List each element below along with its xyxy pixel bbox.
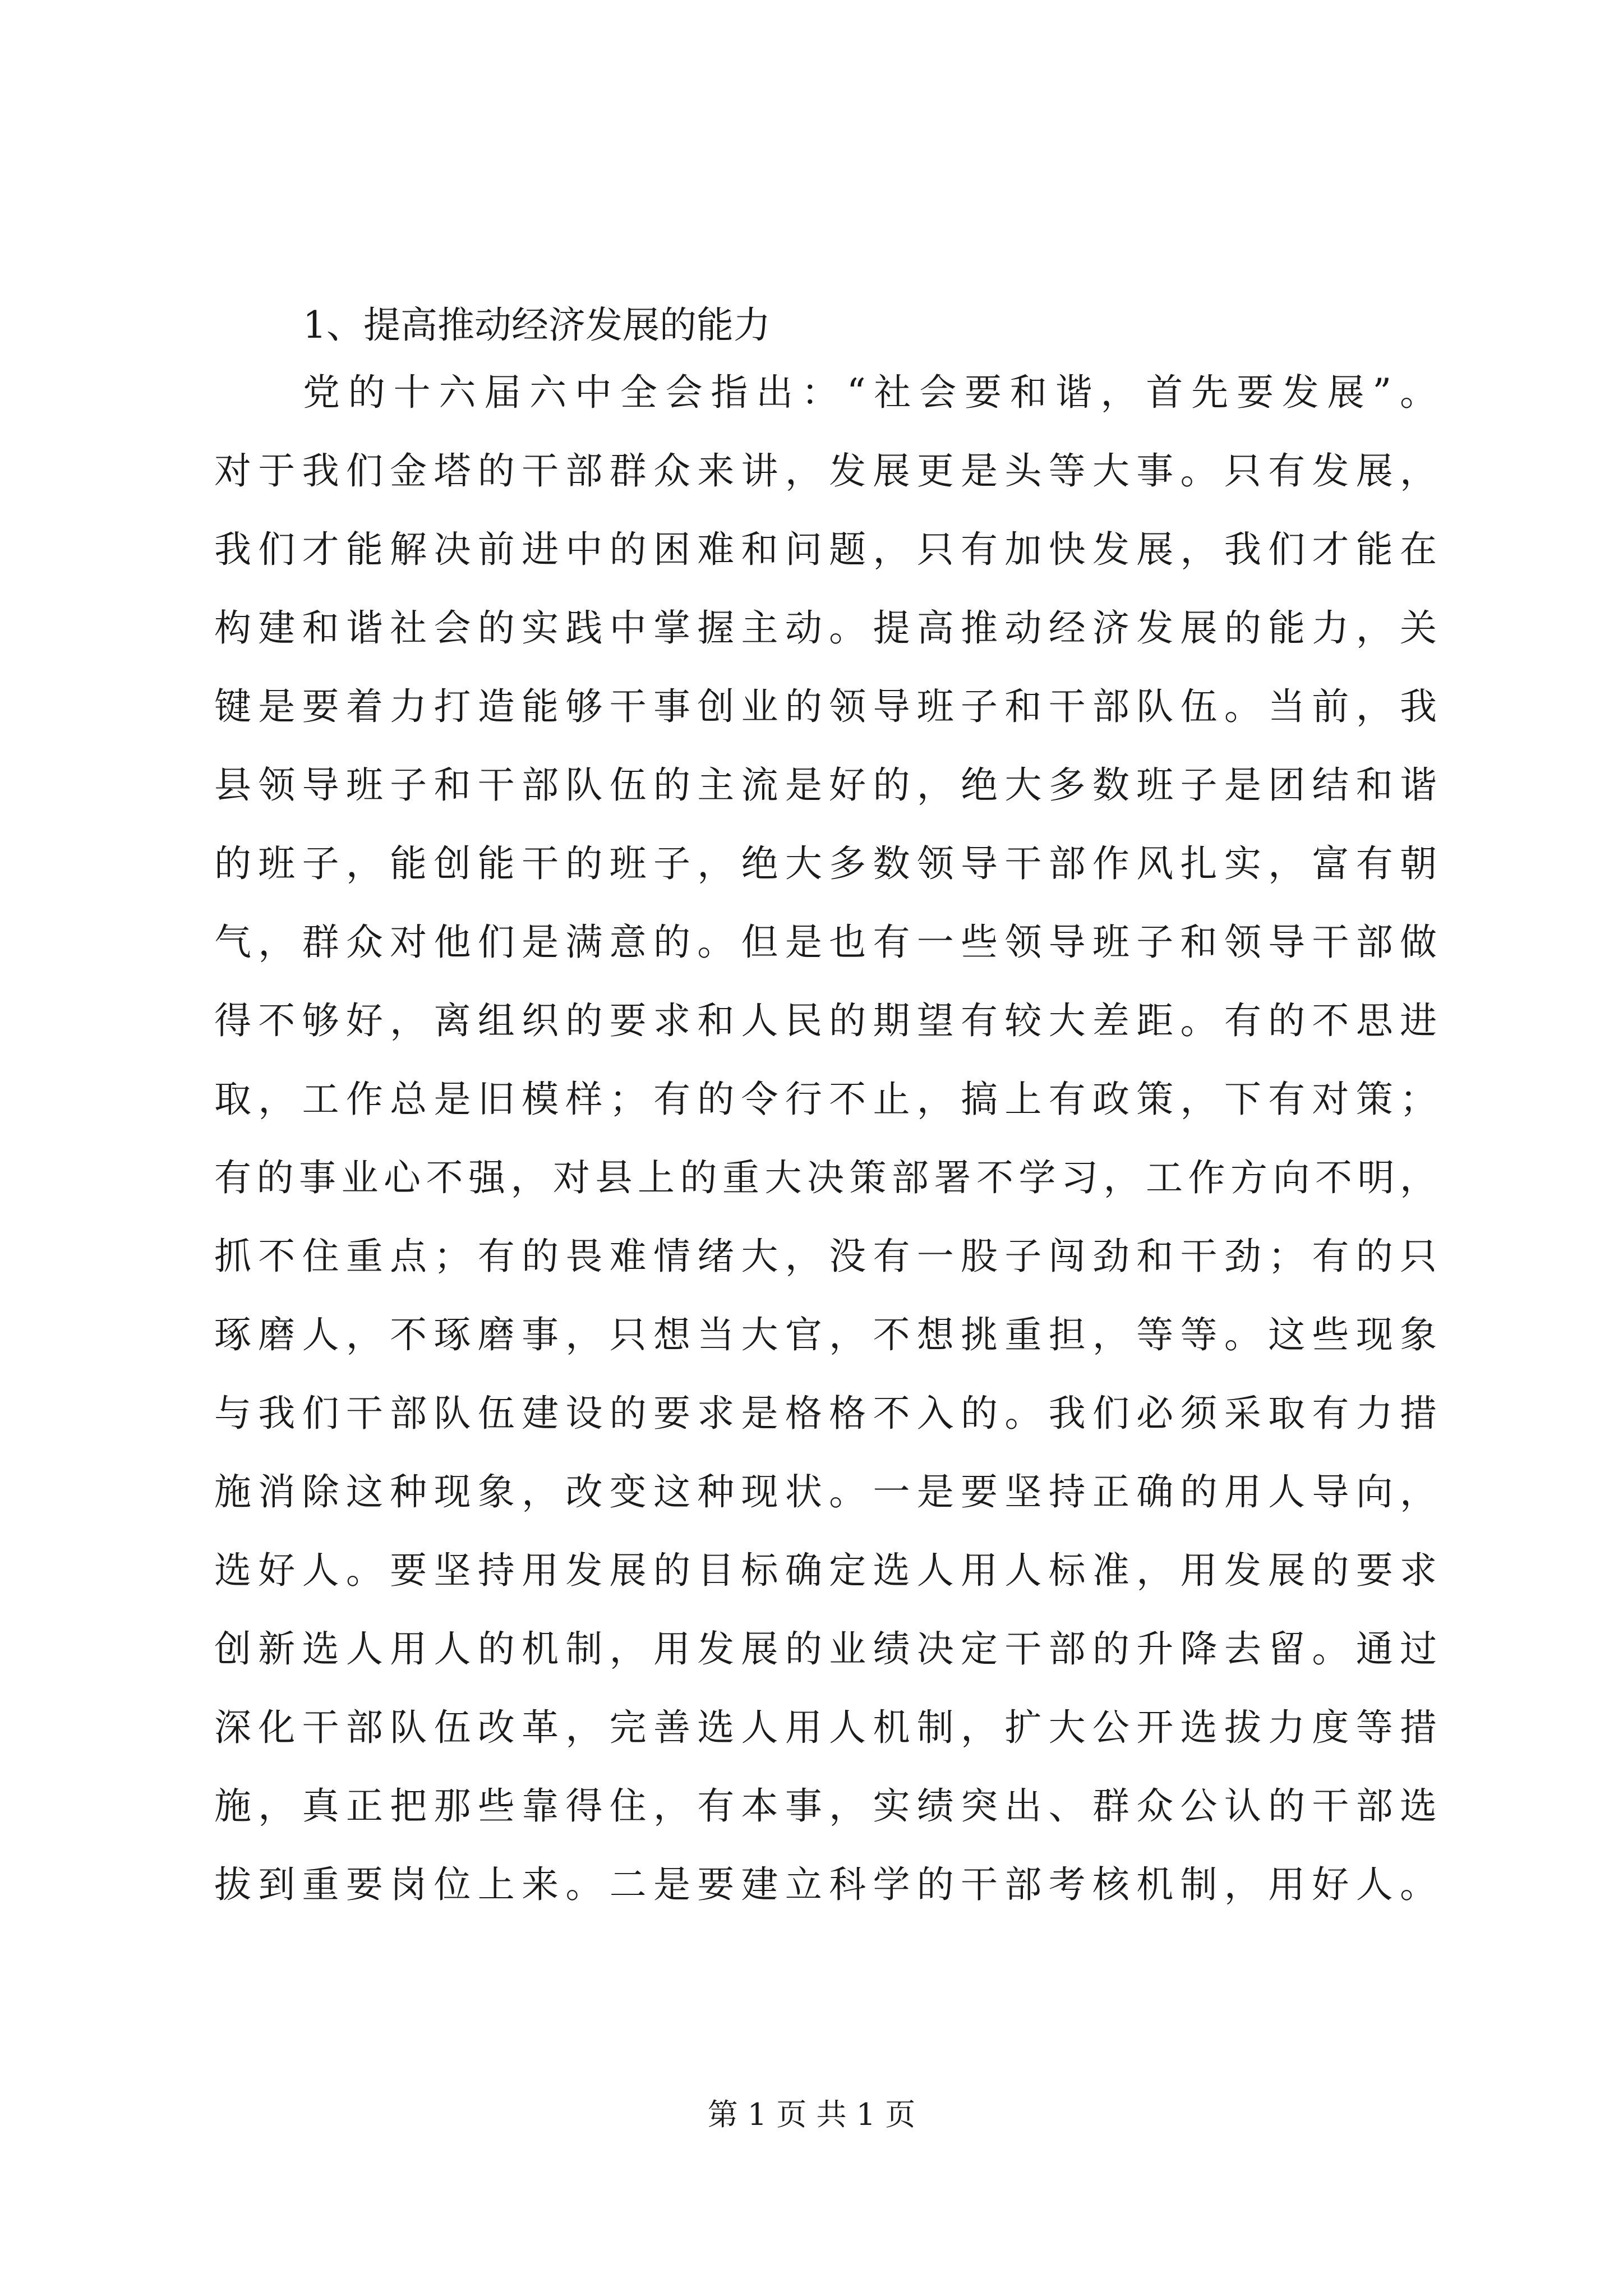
text-line: 键是要着力打造能够干事创业的领导班子和干部队伍。当前，我 [214, 685, 1437, 728]
text-line: 施消除这种现象，改变这种现状。一是要坚持正确的用人导向， [214, 1470, 1437, 1513]
text-line: 党的十六届六中全会指出：“社会要和谐，首先要发展”。 [303, 371, 1437, 414]
page-footer: 第 1 页 共 1 页 [707, 2097, 916, 2132]
text-line: 施，真正把那些靠得住，有本事，实绩突出、群众公认的干部选 [214, 1784, 1437, 1828]
text-line: 我们才能解决前进中的困难和问题，只有加快发展，我们才能在 [214, 528, 1437, 571]
section-heading: 1、提高推动经济发展的能力 [303, 303, 771, 347]
text-line: 构建和谐社会的实践中掌握主动。提高推动经济发展的能力，关 [214, 606, 1437, 650]
body-text [214, 353, 1437, 1924]
text-line: 琢磨人，不琢磨事，只想当大官，不想挑重担，等等。这些现象 [214, 1313, 1437, 1356]
text-line: 选好人。要坚持用发展的目标确定选人用人标准，用发展的要求 [214, 1549, 1437, 1592]
text-line: 有的事业心不强，对县上的重大决策部署不学习，工作方向不明， [214, 1156, 1437, 1199]
text-line: 拔到重要岗位上来。二是要建立科学的干部考核机制，用好人。 [214, 1863, 1437, 1906]
text-line: 对于我们金塔的干部群众来讲，发展更是头等大事。只有发展， [214, 449, 1437, 493]
text-line: 县领导班子和干部队伍的主流是好的，绝大多数班子是团结和谐 [214, 763, 1437, 807]
text-line: 深化干部队伍改革，完善选人用人机制，扩大公开选拔力度等措 [214, 1706, 1437, 1749]
text-line: 得不够好，离组织的要求和人民的期望有较大差距。有的不思进 [214, 999, 1437, 1042]
text-line: 气，群众对他们是满意的。但是也有一些领导班子和领导干部做 [214, 921, 1437, 964]
text-line: 与我们干部队伍建设的要求是格格不入的。我们必须采取有力措 [214, 1392, 1437, 1435]
text-line: 创新选人用人的机制，用发展的业绩决定干部的升降去留。通过 [214, 1627, 1437, 1671]
text-line: 的班子，能创能干的班子，绝大多数领导干部作风扎实，富有朝 [214, 842, 1437, 885]
text-line: 抓不住重点；有的畏难情绪大，没有一股子闯劲和干劲；有的只 [214, 1235, 1437, 1278]
text-line: 取，工作总是旧模样；有的令行不止，搞上有政策，下有对策； [214, 1078, 1437, 1121]
